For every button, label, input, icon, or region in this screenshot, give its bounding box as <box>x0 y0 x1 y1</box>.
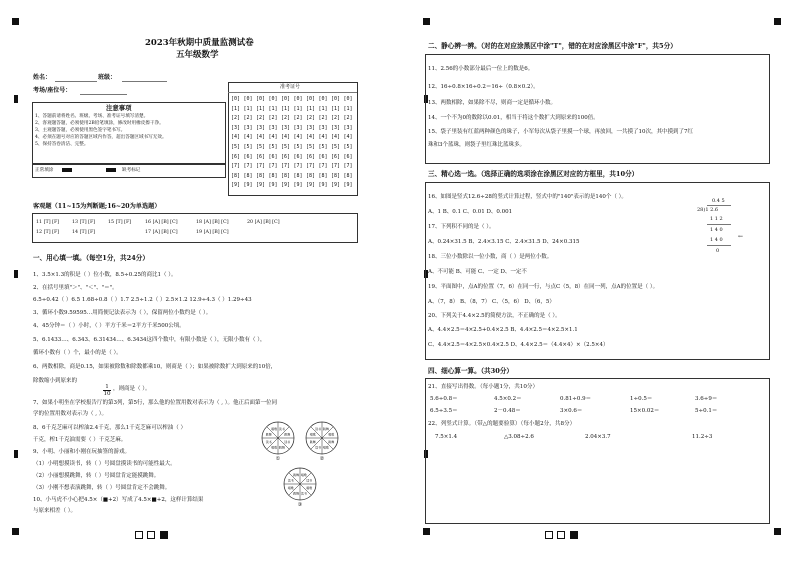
digit-bubble[interactable]: [9] <box>243 182 253 189</box>
class-label: 班级： <box>98 74 117 81</box>
vertical-calc-item: 7.5×1.4 <box>435 434 458 440</box>
digit-bubble[interactable]: [8] <box>331 172 341 179</box>
question-line: 6.5÷0.42（ ）6.5 1.68÷0.8（ ）1.7 2.5÷1.2（ ）2.5×1.2 12.9÷4.3（ ）1.29÷43 <box>33 297 252 303</box>
footer-mark <box>557 531 565 539</box>
mental-calc-item: 5.6÷0.8＝ <box>430 396 458 402</box>
digit-bubble[interactable]: [1] <box>306 105 316 112</box>
side-mark <box>14 270 18 278</box>
choice-question: A、1 B、0.1 C、0.01 D、0.001 <box>428 209 513 215</box>
digit-bubble[interactable]: [0] <box>331 96 341 102</box>
question-line: 1、3.5×1.3的积是（ ）位小数，8.5÷0.25的商比1（ ）。 <box>33 272 177 278</box>
digit-bubble[interactable]: [9] <box>268 182 278 189</box>
digit-bubble[interactable]: [3] <box>293 124 303 131</box>
registration-mark <box>12 528 19 535</box>
name-field[interactable] <box>55 81 97 82</box>
digit-bubble[interactable]: [6] <box>343 153 353 160</box>
fraction-denominator: 10 <box>103 391 111 397</box>
digit-bubble[interactable]: [4] <box>256 134 266 141</box>
normal-fill-sample <box>62 168 72 172</box>
digit-bubble[interactable]: [8] <box>268 172 278 179</box>
objective-title: 客观题（11~15为判断题;16~20为单选题） <box>33 203 161 210</box>
digit-bubble[interactable]: [5] <box>256 144 266 150</box>
disc-sector-label: 唱歌 <box>309 432 316 437</box>
disc-sector-label: 唱歌 <box>271 426 278 431</box>
digit-bubble[interactable]: [5] <box>343 144 353 150</box>
choice-question: 19、平面图中，点A的位置（7，6）在同一行，与点C（5，8）在同一列，点A的位置是（ ）。 <box>428 284 659 290</box>
digit-bubble[interactable]: [4] <box>293 134 303 141</box>
digit-bubble[interactable]: [3] <box>318 124 328 131</box>
disc-sector-label: 读书 <box>265 440 272 445</box>
notes-title: 注意事项 <box>106 104 132 112</box>
side-mark <box>14 450 18 458</box>
digit-bubble[interactable]: [5] <box>231 144 241 150</box>
exam-seat-label: 考场/座位号： <box>33 87 72 94</box>
disc-sector-label: 读书 <box>278 426 285 431</box>
digit-bubble[interactable]: [6] <box>293 153 303 160</box>
digit-bubble[interactable]: [9] <box>231 182 241 189</box>
division-step: 28)1 2.6 <box>697 207 719 213</box>
digit-bubble[interactable]: [3] <box>256 124 266 131</box>
digit-bubble[interactable]: [0] <box>256 96 266 102</box>
digit-bubble[interactable]: [4] <box>231 134 241 141</box>
mental-calc-item: 0.81÷0.9＝ <box>560 396 592 402</box>
class-field[interactable] <box>122 81 167 82</box>
answer-bubble-group[interactable]: 15 [T] [F] <box>108 220 132 225</box>
digit-bubble[interactable]: [5] <box>268 144 278 150</box>
disc-sector-label: 唱歌 <box>306 486 313 491</box>
digit-bubble[interactable]: [2] <box>306 115 316 122</box>
digit-bubble[interactable]: [9] <box>343 182 353 189</box>
admission-number-label: 准考证号 <box>280 84 301 90</box>
digit-bubble[interactable]: [0] <box>318 96 328 102</box>
judge-question: 15、袋子里装有红蓝两种颜色的珠子，小军每次从袋子里摸一个球，再放回，一共摸了10次，其中摸到了7红 <box>428 129 693 135</box>
choice-question: A、4.4×2.5＝4×2.5+0.4×2.5 B、4.4×2.5＝4×2.5×1.1 <box>428 327 578 333</box>
digit-bubble[interactable]: [1] <box>293 105 303 112</box>
answer-bubble-group[interactable]: 19 [A] [B] [C] <box>196 230 229 235</box>
digit-bubble[interactable]: [3] <box>243 124 253 131</box>
fraction <box>103 384 111 397</box>
admission-divider <box>228 92 357 93</box>
calc-intro: 21、直接写出得数。（每小题1分，共10分） <box>428 384 539 390</box>
digit-bubble[interactable]: [2] <box>281 115 291 122</box>
digit-bubble[interactable]: [3] <box>231 124 241 131</box>
question-line: ，则商是（ ）。 <box>113 386 151 392</box>
division-step: 0 <box>716 248 720 254</box>
digit-bubble[interactable]: [1] <box>331 105 341 112</box>
exam-title: 2023年秋期中质量监测试卷 <box>145 38 254 48</box>
digit-bubble[interactable]: [6] <box>281 153 291 160</box>
judge-question: 12、16÷0.8×16÷0.2＝16÷（0.8×0.2）。 <box>428 84 539 90</box>
question-line: 5、6.1433…、6.343、6.31434…、6.3434这四个数中，有限小数是（ ），无限小数有（ ）， <box>33 337 266 343</box>
division-step: 1 1 2 <box>710 216 723 222</box>
choice-question: 20、下列关于4.4×2.5的简便方法，不正确的是（ ）。 <box>428 313 561 319</box>
footer-mark <box>160 531 168 539</box>
mental-calc-item: 6.5÷3.5＝ <box>430 408 458 414</box>
digit-bubble[interactable]: [0] <box>231 96 241 102</box>
digit-bubble[interactable]: [4] <box>343 134 353 141</box>
digit-bubble[interactable]: [3] <box>268 124 278 131</box>
choice-question: 16、如图是竖式12.6÷28的竖式计算过程，竖式中的"140"表示的是140个（ ）。 <box>428 194 627 200</box>
lottery-disc <box>306 422 338 462</box>
question-line: 4、45分钟＝（ ）小时，（ ）平方千米＝2平方千米500公顷。 <box>33 323 185 329</box>
digit-bubble[interactable]: [0] <box>306 96 316 102</box>
registration-mark <box>423 528 430 535</box>
vertical-calc-item: 11.2÷3 <box>692 434 713 440</box>
disc-sector-label: 跳舞 <box>278 445 285 450</box>
digit-bubble[interactable]: [1] <box>256 105 266 112</box>
division-step: 1 4 0 <box>710 237 723 243</box>
division-arrow-icon: ← <box>738 233 744 240</box>
disc-number: ① <box>275 456 281 462</box>
footer-mark <box>135 531 143 539</box>
registration-mark <box>12 18 19 25</box>
registration-mark <box>774 18 781 25</box>
disc-sector-label: 唱歌 <box>328 432 335 437</box>
digit-bubble[interactable]: [5] <box>306 144 316 150</box>
registration-mark <box>423 18 430 25</box>
lottery-disc <box>284 468 316 508</box>
digit-bubble[interactable]: [2] <box>231 115 241 122</box>
digit-bubble[interactable]: [2] <box>293 115 303 122</box>
question-line: 学的位置用数对表示为（ , ）。 <box>33 411 107 417</box>
question-line: 9、小明、小丽和小刚在玩抽签的游戏。 <box>33 449 131 455</box>
question-line: 循环小数有（ ）个，最小的是（ ）。 <box>33 350 122 356</box>
footer-mark <box>147 531 155 539</box>
digit-bubble[interactable]: [4] <box>306 134 316 141</box>
vertical-calc-item: △3.08÷2.6 <box>504 434 534 440</box>
answer-bubble-group[interactable]: 12 [T] [F] <box>36 230 60 235</box>
division-line <box>707 205 731 206</box>
digit-bubble[interactable]: [2] <box>268 115 278 122</box>
section-3-title: 三、精心选一选。（选择正确的选项涂在涂黑区对应的方框里，共10分） <box>428 170 639 178</box>
disc-sector-label: 唱歌 <box>322 445 329 450</box>
disc-sector-label: 读书 <box>287 478 294 483</box>
digit-bubble[interactable]: [5] <box>331 144 341 150</box>
note-item: 5、保持答卷清洁、完整。 <box>35 142 89 147</box>
digit-bubble[interactable]: [6] <box>318 153 328 160</box>
division-line <box>707 224 731 225</box>
digit-bubble[interactable]: [5] <box>318 144 328 150</box>
disc-sector-label: 唱歌 <box>300 472 307 477</box>
question-line: 10、小马虎不小心把4.5×（■+2）写成了4.5×■+2，这样计算结果 <box>33 497 204 503</box>
disc-sector-label: 跳舞 <box>265 432 272 437</box>
absent-mark-label: 缺考标记 <box>122 168 141 173</box>
digit-bubble[interactable]: [4] <box>281 134 291 141</box>
note-item: 3、主观题答题，必须使用黑色签字笔书写。 <box>35 128 126 133</box>
lottery-disc <box>262 422 294 462</box>
choice-question: C、4.4×2.5＝4×2.5×0.4×2.5 D、4.4×2.5＝（4.4×4）×（2.5×4） <box>428 342 609 348</box>
mental-calc-item: 5÷0.1＝ <box>695 408 718 414</box>
digit-bubble[interactable]: [6] <box>256 153 266 160</box>
disc-number: ③ <box>297 502 303 508</box>
question-line: 8、6千克芝麻可以榨油2.4千克，那么1千克芝麻可以榨油（ ） <box>33 425 186 431</box>
fraction-numerator: 1 <box>103 384 111 391</box>
digit-bubble[interactable]: [7] <box>293 163 303 170</box>
digit-bubble[interactable]: [7] <box>256 163 266 170</box>
disc-sector-label: 读书 <box>315 426 322 431</box>
digit-bubble[interactable]: [8] <box>343 172 353 179</box>
digit-bubble[interactable]: [2] <box>318 115 328 122</box>
digit-bubble[interactable]: [7] <box>231 163 241 170</box>
mental-calc-item: 1÷0.5＝ <box>630 396 653 402</box>
digit-bubble[interactable]: [5] <box>281 144 291 150</box>
digit-bubble[interactable]: [1] <box>231 105 241 112</box>
digit-bubble[interactable]: [5] <box>243 144 253 150</box>
disc-sector-label: 跳舞 <box>309 440 316 445</box>
digit-bubble[interactable]: [4] <box>243 134 253 141</box>
answer-bubble-group[interactable]: 11 [T] [F] <box>36 220 60 225</box>
lottery-discs <box>260 418 370 526</box>
digit-bubble[interactable]: [0] <box>343 96 353 102</box>
objective-answer-box <box>32 213 358 243</box>
answer-bubble-group[interactable]: 17 [A] [B] [C] <box>145 230 178 235</box>
digit-bubble[interactable]: [5] <box>293 144 303 150</box>
section-4-title: 四、细心算一算。（共30分） <box>428 367 514 375</box>
question-line: （2）小丽想摸跳舞，转（ ）号圆盘肯定能摸跳舞。 <box>33 473 160 479</box>
choice-question: A、0.24×31.5 B、2.4×3.15 C、2.4×31.5 D、24×0.315 <box>428 239 580 245</box>
digit-bubble[interactable]: [8] <box>318 172 328 179</box>
digit-bubble[interactable]: [6] <box>268 153 278 160</box>
name-label: 姓名： <box>33 74 52 81</box>
choice-question: A、（7，8） B、（8，7） C、（5，6） D、（6，5） <box>428 299 555 305</box>
digit-bubble[interactable]: [4] <box>318 134 328 141</box>
digit-bubble[interactable]: [6] <box>243 153 253 160</box>
digit-bubble[interactable]: [0] <box>281 96 291 102</box>
vertical-calc-item: 2.04×3.7 <box>585 434 611 440</box>
disc-sector-label: 读书 <box>284 440 291 445</box>
choice-question: A、不可能 B、可能 C、一定 D、一定不 <box>428 269 527 275</box>
digit-bubble[interactable]: [7] <box>343 163 353 170</box>
judge-question: 11、2.56的小数部分最后一位上的数是6。 <box>428 66 534 72</box>
digit-bubble[interactable]: [8] <box>293 172 303 179</box>
digit-bubble[interactable]: [4] <box>268 134 278 141</box>
digit-bubble[interactable]: [9] <box>331 182 341 189</box>
digit-bubble[interactable]: [8] <box>281 172 291 179</box>
digit-bubble[interactable]: [2] <box>256 115 266 122</box>
division-step: 0.4 5 <box>712 198 725 204</box>
judge-question: 14、一个不为0的数除以0.01，相当于将这个数扩大到原来的100倍。 <box>428 115 599 121</box>
digit-bubble[interactable]: [7] <box>243 163 253 170</box>
digit-bubble[interactable]: [7] <box>281 163 291 170</box>
mental-calc-item: 4.5×0.2＝ <box>494 396 522 402</box>
digit-bubble[interactable]: [1] <box>281 105 291 112</box>
digit-bubble[interactable]: [6] <box>331 153 341 160</box>
digit-bubble[interactable]: [1] <box>268 105 278 112</box>
digit-bubble[interactable]: [6] <box>306 153 316 160</box>
disc-sector-label: 跳舞 <box>328 440 335 445</box>
digit-bubble[interactable]: [9] <box>256 182 266 189</box>
disc-sector-label: 读书 <box>306 478 313 483</box>
disc-sector-label: 跳舞 <box>284 432 291 437</box>
question-line: 6、两数相除，商是0.15，如果被除数和除数都乘10，则商是（ ）；如果被除数扩大到原来的10倍， <box>33 364 277 370</box>
answer-bubble-group[interactable]: 18 [A] [B] [C] <box>196 220 229 225</box>
note-item: 2、客观题答题，必须使用2B铅笔填涂，修改时用橡皮擦干净。 <box>35 121 164 126</box>
digit-bubble[interactable]: [8] <box>243 172 253 179</box>
footer-mark <box>545 531 553 539</box>
digit-bubble[interactable]: [3] <box>281 124 291 131</box>
disc-sector-label: 跳舞 <box>293 472 300 477</box>
disc-number: ② <box>319 456 325 462</box>
question-line: （3）小刚不想表演跳舞，转（ ）号圆盘肯定不会跳舞。 <box>33 485 171 491</box>
answer-bubble-group[interactable]: 16 [A] [B] [C] <box>145 220 178 225</box>
question-line: 千克，榨1千克油需要（ ）千克芝麻。 <box>33 437 127 443</box>
vertical-calc-intro: 22、列竖式计算。（带△的题要验算）（每小题2分，共8分） <box>428 421 576 427</box>
disc-sector-label: 跳舞 <box>293 491 300 496</box>
digit-bubble[interactable]: [1] <box>243 105 253 112</box>
question-line: 2、在括号里填"＞"、"＜"、"＝"。 <box>33 285 118 291</box>
question-line: 与原来相差（ ）。 <box>33 508 76 514</box>
answer-bubble-group[interactable]: 14 [T] [F] <box>72 230 96 235</box>
section-1-title: 一、用心填一填。（每空1分，共24分） <box>33 254 149 262</box>
question-line: 7、如果小明坐在学校报告厅的第3列，第5行，那么他的位置用数对表示为（ , ）。他正后面第一位同 <box>33 400 277 406</box>
question-line: （1）小明想摸读书，转（ ）号圆盘摸读书的可能性最大。 <box>33 461 176 467</box>
digit-bubble[interactable]: [4] <box>331 134 341 141</box>
digit-bubble[interactable]: [3] <box>306 124 316 131</box>
digit-bubble[interactable]: [0] <box>293 96 303 102</box>
mental-calc-item: 15×0.02＝ <box>630 408 660 414</box>
absent-mark-box[interactable] <box>106 168 116 172</box>
digit-bubble[interactable]: [7] <box>331 163 341 170</box>
choice-question: 17、下列积不同的是（ ）。 <box>428 224 495 230</box>
digit-bubble[interactable]: [9] <box>281 182 291 189</box>
disc-sector-label: 唱歌 <box>271 445 278 450</box>
note-item: 1、答题前请将姓名、班级、考场、准考证号填写清楚。 <box>35 114 149 119</box>
side-mark <box>14 95 18 103</box>
calc-box <box>425 378 770 524</box>
exam-subtitle: 五年级数学 <box>176 50 219 60</box>
judge-question: 13、两数相除，如果除不尽，则商一定是循环小数。 <box>428 100 557 106</box>
digit-bubble[interactable]: [8] <box>231 172 241 179</box>
digit-bubble[interactable]: [8] <box>256 172 266 179</box>
digit-bubble[interactable]: [0] <box>268 96 278 102</box>
disc-sector-label: 唱歌 <box>287 486 294 491</box>
exam-seat-field[interactable] <box>80 94 127 95</box>
digit-bubble[interactable]: [0] <box>243 96 253 102</box>
digit-bubble[interactable]: [3] <box>343 124 353 131</box>
mental-calc-item: 3.6÷9＝ <box>695 396 718 402</box>
mental-calc-item: 3×0.6＝ <box>560 408 583 414</box>
digit-bubble[interactable]: [9] <box>318 182 328 189</box>
answer-bubble-group[interactable]: 20 [A] [B] [C] <box>247 220 280 225</box>
division-step: 1 4 0 <box>710 227 723 233</box>
digit-bubble[interactable]: [2] <box>243 115 253 122</box>
question-line: 3、循环小数9.59595…用简便记法表示为（ ），保留两位小数约是（ ）。 <box>33 310 212 316</box>
digit-bubble[interactable]: [9] <box>306 182 316 189</box>
disc-sector-label: 读书 <box>300 491 307 496</box>
digit-bubble[interactable]: [8] <box>306 172 316 179</box>
digit-bubble[interactable]: [7] <box>268 163 278 170</box>
digit-bubble[interactable]: [1] <box>343 105 353 112</box>
division-line <box>707 245 731 246</box>
digit-bubble[interactable]: [3] <box>331 124 341 131</box>
digit-bubble[interactable]: [2] <box>343 115 353 122</box>
footer-mark <box>570 531 578 539</box>
question-line: 除数缩小到原来的 <box>33 378 78 384</box>
digit-bubble[interactable]: [1] <box>318 105 328 112</box>
mental-calc-item: 2－0.48＝ <box>494 408 521 414</box>
disc-sector-label: 跳舞 <box>322 426 329 431</box>
disc-sector-label: 读书 <box>315 445 322 450</box>
digit-bubble[interactable]: [9] <box>293 182 303 189</box>
answer-bubble-group[interactable]: 13 [T] [F] <box>72 220 96 225</box>
section-2-title: 二、静心辨一辨。（对的在对应涂黑区中涂"T"，错的在对应涂黑区中涂"F"，共5分） <box>428 42 677 50</box>
digit-bubble[interactable]: [6] <box>231 153 241 160</box>
choice-question: 18、三位小数除以一位小数，商（ ）是两位小数。 <box>428 254 553 260</box>
digit-bubble[interactable]: [7] <box>306 163 316 170</box>
registration-mark <box>774 528 781 535</box>
digit-bubble[interactable]: [7] <box>318 163 328 170</box>
digit-bubble[interactable]: [2] <box>331 115 341 122</box>
note-item: 4、必须在题号对应的答题区域内作答，超出答题区域书写无效。 <box>35 135 167 140</box>
normal-fill-label: 正常填涂 <box>35 168 54 173</box>
judge-question: 珠和3个蓝珠，则袋子里红珠比蓝珠多。 <box>428 142 526 148</box>
